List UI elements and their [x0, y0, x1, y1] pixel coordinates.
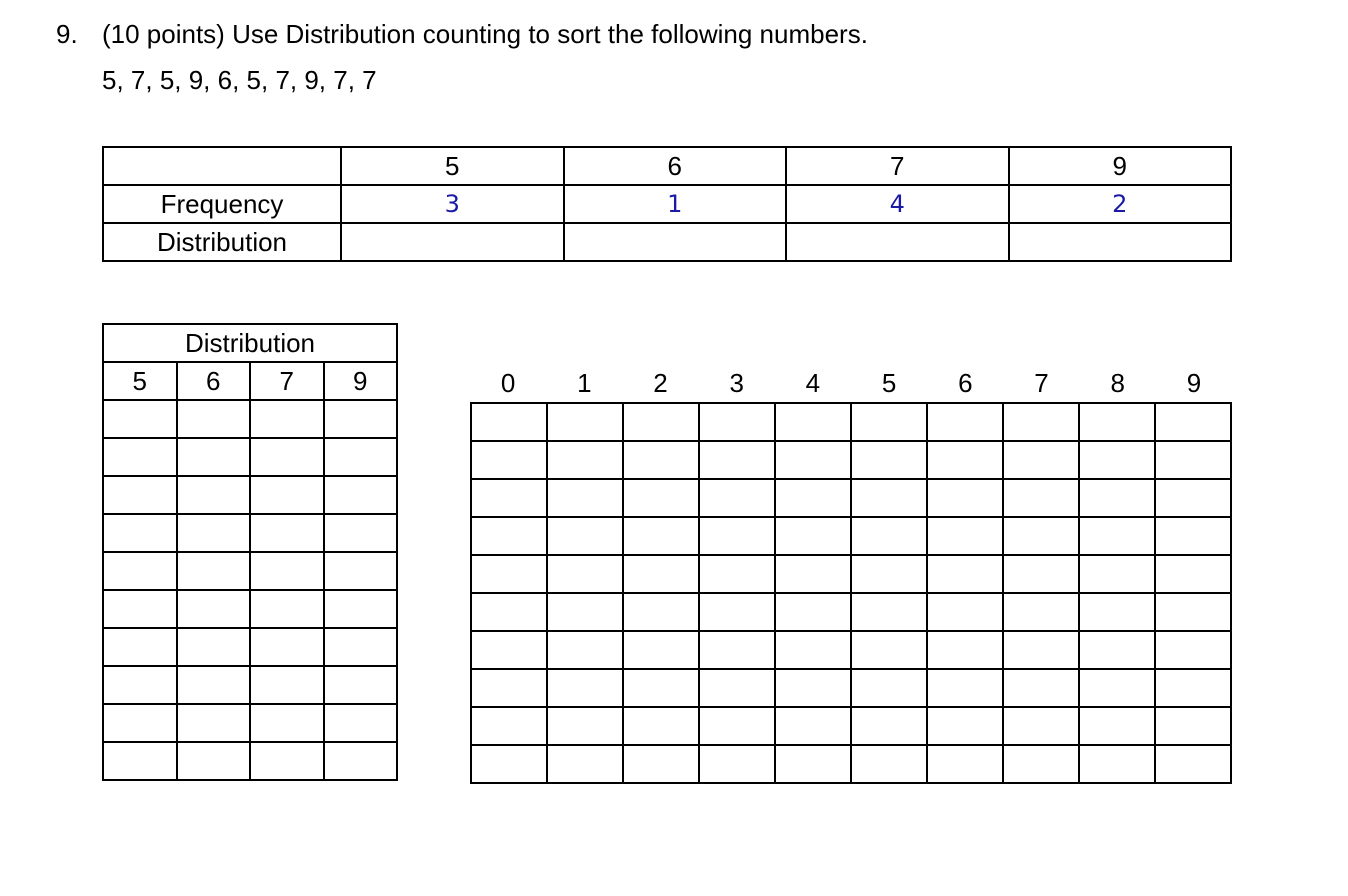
distribution-grid-cell[interactable] [177, 590, 251, 628]
bucket-grid-cell[interactable] [927, 669, 1003, 707]
distribution-table [102, 323, 398, 781]
bucket-grid-cell[interactable] [1155, 403, 1231, 441]
frequency-row [103, 185, 1231, 223]
bucket-grid-cell[interactable] [1079, 441, 1155, 479]
distribution-grid-cell[interactable] [324, 704, 398, 742]
bucket-grid-cell[interactable] [1155, 593, 1231, 631]
distribution-row [103, 223, 1231, 261]
distribution-grid-row [103, 742, 397, 780]
bucket-grid-cell[interactable] [1003, 441, 1079, 479]
distribution-grid-cell[interactable] [250, 514, 324, 552]
bucket-grid-row [471, 631, 1231, 669]
frequency-cell-9[interactable]: 2 [1009, 185, 1232, 223]
distribution-cell-9[interactable] [1009, 223, 1232, 261]
distribution-grid-cell[interactable] [177, 666, 251, 704]
bucket-grid-cell[interactable] [1003, 555, 1079, 593]
distribution-grid-cell[interactable] [177, 628, 251, 666]
bucket-grid-cell[interactable] [1003, 745, 1079, 783]
distribution-grid-cell[interactable] [177, 704, 251, 742]
distribution-grid-cell[interactable] [103, 476, 177, 514]
distribution-grid-row [103, 552, 397, 590]
bucket-grid-cell[interactable] [851, 745, 927, 783]
distribution-grid-cell[interactable] [250, 552, 324, 590]
bucket-grid-cell[interactable] [1155, 631, 1231, 669]
bucket-grid-cell[interactable] [927, 555, 1003, 593]
bucket-col-0: 0 [500, 368, 516, 398]
bucket-grid-row [471, 441, 1231, 479]
distribution-grid-cell[interactable] [103, 590, 177, 628]
bucket-grid-cell[interactable] [851, 479, 927, 517]
bucket-col-7: 7 [1034, 368, 1049, 398]
bucket-grid-cell[interactable] [1003, 403, 1079, 441]
bucket-grid-cell[interactable] [1155, 441, 1231, 479]
bucket-grid-row [471, 555, 1231, 593]
bucket-col-4: 4 [805, 368, 821, 398]
bucket-grid-cell[interactable] [775, 517, 851, 555]
bucket-grid-cell[interactable] [1155, 745, 1231, 783]
header-corner-cell [103, 147, 341, 185]
bucket-grid-cell[interactable] [623, 707, 699, 745]
bucket-col-3: 3 [729, 368, 744, 398]
bucket-grid-cell[interactable] [775, 631, 851, 669]
bucket-grid-cell[interactable] [623, 555, 699, 593]
bucket-grid-cell[interactable] [851, 441, 927, 479]
bucket-grid-cell[interactable] [623, 403, 699, 441]
bucket-grid-cell[interactable] [1079, 593, 1155, 631]
bucket-grid-cell[interactable] [547, 745, 623, 783]
bucket-grid-cell[interactable] [547, 707, 623, 745]
bucket-grid-cell[interactable] [775, 479, 851, 517]
question-line [56, 16, 868, 52]
distribution-col-7: 7 [250, 362, 324, 400]
frequency-table-header-row [103, 147, 1231, 185]
bucket-grid-cell[interactable] [547, 441, 623, 479]
distribution-grid-cell[interactable] [103, 552, 177, 590]
bucket-grid-cell[interactable] [927, 593, 1003, 631]
distribution-grid-cell[interactable] [324, 476, 398, 514]
bucket-col-6: 6 [958, 368, 973, 398]
header-value-9: 9 [1009, 147, 1232, 185]
bucket-grid-cell[interactable] [471, 403, 547, 441]
header-value-7: 7 [786, 147, 1009, 185]
distribution-grid-cell[interactable] [250, 590, 324, 628]
distribution-grid-cell[interactable] [103, 628, 177, 666]
distribution-table-header-row [103, 362, 397, 400]
question-text: (10 points) Use Distribution counting to sort the following numbers. [102, 19, 868, 49]
bucket-grid-row [471, 669, 1231, 707]
distribution-grid-cell[interactable] [324, 742, 398, 780]
distribution-grid-cell[interactable] [177, 476, 251, 514]
bucket-grid-cell[interactable] [851, 631, 927, 669]
bucket-grid-cell[interactable] [1079, 631, 1155, 669]
distribution-grid-cell[interactable] [324, 590, 398, 628]
distribution-grid-cell[interactable] [103, 742, 177, 780]
bucket-grid-cell[interactable] [471, 517, 547, 555]
bucket-grid-cell[interactable] [1079, 707, 1155, 745]
bucket-grid-cell[interactable] [1155, 669, 1231, 707]
bucket-col-9: 9 [1186, 368, 1202, 398]
bucket-grid-cell[interactable] [851, 403, 927, 441]
bucket-grid-cell[interactable] [623, 745, 699, 783]
bucket-grid-cell[interactable] [471, 555, 547, 593]
bucket-grid-cell[interactable] [1003, 479, 1079, 517]
bucket-grid-cell[interactable] [1079, 479, 1155, 517]
bucket-grid-cell[interactable] [927, 631, 1003, 669]
bucket-grid-cell[interactable] [471, 669, 547, 707]
distribution-cell-5[interactable] [341, 223, 564, 261]
distribution-col-5: 5 [103, 362, 177, 400]
bucket-grid-cell[interactable] [851, 707, 927, 745]
distribution-grid-row [103, 590, 397, 628]
distribution-grid-row [103, 628, 397, 666]
bucket-grid-cell[interactable] [1155, 707, 1231, 745]
bucket-grid-cell[interactable] [547, 593, 623, 631]
distribution-grid-cell[interactable] [324, 628, 398, 666]
distribution-table-title: Distribution [103, 324, 397, 362]
distribution-grid-row [103, 476, 397, 514]
distribution-grid-cell[interactable] [250, 476, 324, 514]
bucket-grid-cell[interactable] [851, 593, 927, 631]
bucket-grid-row [471, 707, 1231, 745]
bucket-grid-row [471, 479, 1231, 517]
bucket-grid-row [471, 745, 1231, 783]
bucket-grid-cell[interactable] [623, 517, 699, 555]
bucket-grid-cell[interactable] [547, 555, 623, 593]
bucket-grid-cell[interactable] [547, 517, 623, 555]
distribution-label: Distribution [103, 223, 341, 261]
bucket-grid-header [470, 364, 1232, 402]
distribution-grid-cell[interactable] [250, 742, 324, 780]
distribution-grid-row [103, 704, 397, 742]
bucket-grid-cell[interactable] [1155, 479, 1231, 517]
distribution-grid-cell[interactable] [324, 400, 398, 438]
bucket-grid-body [471, 403, 1231, 783]
distribution-table-body [103, 400, 397, 780]
bucket-grid-cell[interactable] [623, 593, 699, 631]
bucket-grid-cell[interactable] [699, 479, 775, 517]
bucket-grid-cell[interactable] [775, 593, 851, 631]
bucket-grid-cell[interactable] [775, 707, 851, 745]
bucket-grid-cell[interactable] [927, 517, 1003, 555]
bucket-grid-cell[interactable] [699, 441, 775, 479]
distribution-grid-cell[interactable] [103, 704, 177, 742]
bucket-grid-cell[interactable] [623, 441, 699, 479]
bucket-col-2: 2 [653, 368, 668, 398]
bucket-col-5: 5 [881, 368, 897, 398]
distribution-grid-cell[interactable] [324, 438, 398, 476]
bucket-grid-cell[interactable] [851, 517, 927, 555]
frequency-cell-7[interactable]: 4 [786, 185, 1009, 223]
bucket-grid-cell[interactable] [699, 517, 775, 555]
bucket-grid-cell[interactable] [1155, 517, 1231, 555]
bucket-grid [470, 402, 1232, 784]
bucket-grid-cell[interactable] [471, 479, 547, 517]
bucket-grid-cell[interactable] [927, 403, 1003, 441]
distribution-grid-cell[interactable] [177, 742, 251, 780]
question-number: 9. [56, 19, 78, 49]
distribution-grid-cell[interactable] [103, 514, 177, 552]
distribution-grid-row [103, 400, 397, 438]
bucket-grid-cell[interactable] [547, 479, 623, 517]
distribution-grid-cell[interactable] [324, 552, 398, 590]
bucket-grid-cell[interactable] [471, 593, 547, 631]
frequency-label: Frequency [103, 185, 341, 223]
bucket-grid-cell[interactable] [851, 555, 927, 593]
distribution-grid-cell[interactable] [177, 400, 251, 438]
frequency-cell-5[interactable]: 3 [341, 185, 564, 223]
bucket-grid-cell[interactable] [775, 555, 851, 593]
distribution-grid-cell[interactable] [177, 514, 251, 552]
distribution-col-9: 9 [324, 362, 398, 400]
bucket-grid-cell[interactable] [623, 631, 699, 669]
frequency-table [102, 146, 1232, 262]
bucket-grid-cell[interactable] [1003, 631, 1079, 669]
bucket-grid-cell[interactable] [699, 631, 775, 669]
bucket-grid-cell[interactable] [775, 403, 851, 441]
bucket-grid-cell[interactable] [1003, 707, 1079, 745]
bucket-grid-cell[interactable] [471, 745, 547, 783]
bucket-grid-cell[interactable] [699, 745, 775, 783]
distribution-cell-6[interactable] [564, 223, 787, 261]
bucket-grid-cell[interactable] [1079, 555, 1155, 593]
bucket-grid-cell[interactable] [623, 479, 699, 517]
distribution-table-title-row [103, 324, 397, 362]
bucket-grid-row [471, 517, 1231, 555]
distribution-grid-row [103, 666, 397, 704]
bucket-grid-cell[interactable] [1155, 555, 1231, 593]
bucket-grid-cell[interactable] [623, 669, 699, 707]
distribution-grid-cell[interactable] [103, 400, 177, 438]
header-value-6: 6 [564, 147, 787, 185]
distribution-col-6: 6 [177, 362, 251, 400]
bucket-grid-cell[interactable] [547, 403, 623, 441]
bucket-grid-cell[interactable] [1003, 593, 1079, 631]
bucket-grid-cell[interactable] [547, 631, 623, 669]
bucket-grid-cell[interactable] [699, 669, 775, 707]
distribution-grid-cell[interactable] [177, 552, 251, 590]
distribution-grid-cell[interactable] [324, 514, 398, 552]
bucket-grid-cell[interactable] [1003, 669, 1079, 707]
frequency-cell-6[interactable]: 1 [564, 185, 787, 223]
distribution-grid-cell[interactable] [250, 704, 324, 742]
bucket-grid-cell[interactable] [1079, 403, 1155, 441]
bucket-grid-cell[interactable] [471, 441, 547, 479]
distribution-grid-cell[interactable] [250, 438, 324, 476]
distribution-grid-cell[interactable] [103, 666, 177, 704]
distribution-cell-7[interactable] [786, 223, 1009, 261]
bucket-grid-cell[interactable] [547, 669, 623, 707]
bucket-grid-cell[interactable] [1079, 745, 1155, 783]
header-value-5: 5 [341, 147, 564, 185]
bucket-grid-cell[interactable] [471, 631, 547, 669]
distribution-grid-cell[interactable] [324, 666, 398, 704]
bucket-grid-cell[interactable] [927, 745, 1003, 783]
numbers-to-sort: 5, 7, 5, 9, 6, 5, 7, 9, 7, 7 [102, 65, 377, 95]
bucket-grid-cell[interactable] [699, 707, 775, 745]
bucket-grid-cell[interactable] [471, 707, 547, 745]
distribution-grid-row [103, 438, 397, 476]
distribution-grid-cell[interactable] [177, 438, 251, 476]
bucket-grid-cell[interactable] [851, 669, 927, 707]
bucket-grid-row [471, 403, 1231, 441]
bucket-grid-cell[interactable] [699, 555, 775, 593]
bucket-col-1: 1 [577, 368, 592, 398]
bucket-grid-cell[interactable] [1079, 669, 1155, 707]
bucket-grid-cell[interactable] [775, 441, 851, 479]
bucket-grid-cell[interactable] [699, 403, 775, 441]
bucket-grid-cell[interactable] [775, 745, 851, 783]
distribution-grid-cell[interactable] [103, 438, 177, 476]
bucket-grid-cell[interactable] [1003, 517, 1079, 555]
bucket-grid-cell[interactable] [775, 669, 851, 707]
bucket-grid-cell[interactable] [927, 479, 1003, 517]
bucket-grid-cell[interactable] [699, 593, 775, 631]
distribution-grid-cell[interactable] [250, 628, 324, 666]
bucket-grid-cell[interactable] [1079, 517, 1155, 555]
distribution-grid-cell[interactable] [250, 666, 324, 704]
bucket-col-8: 8 [1110, 368, 1125, 398]
bucket-grid-cell[interactable] [927, 707, 1003, 745]
bucket-grid-cell[interactable] [927, 441, 1003, 479]
distribution-grid-row [103, 514, 397, 552]
distribution-grid-cell[interactable] [250, 400, 324, 438]
bucket-grid-row [471, 593, 1231, 631]
